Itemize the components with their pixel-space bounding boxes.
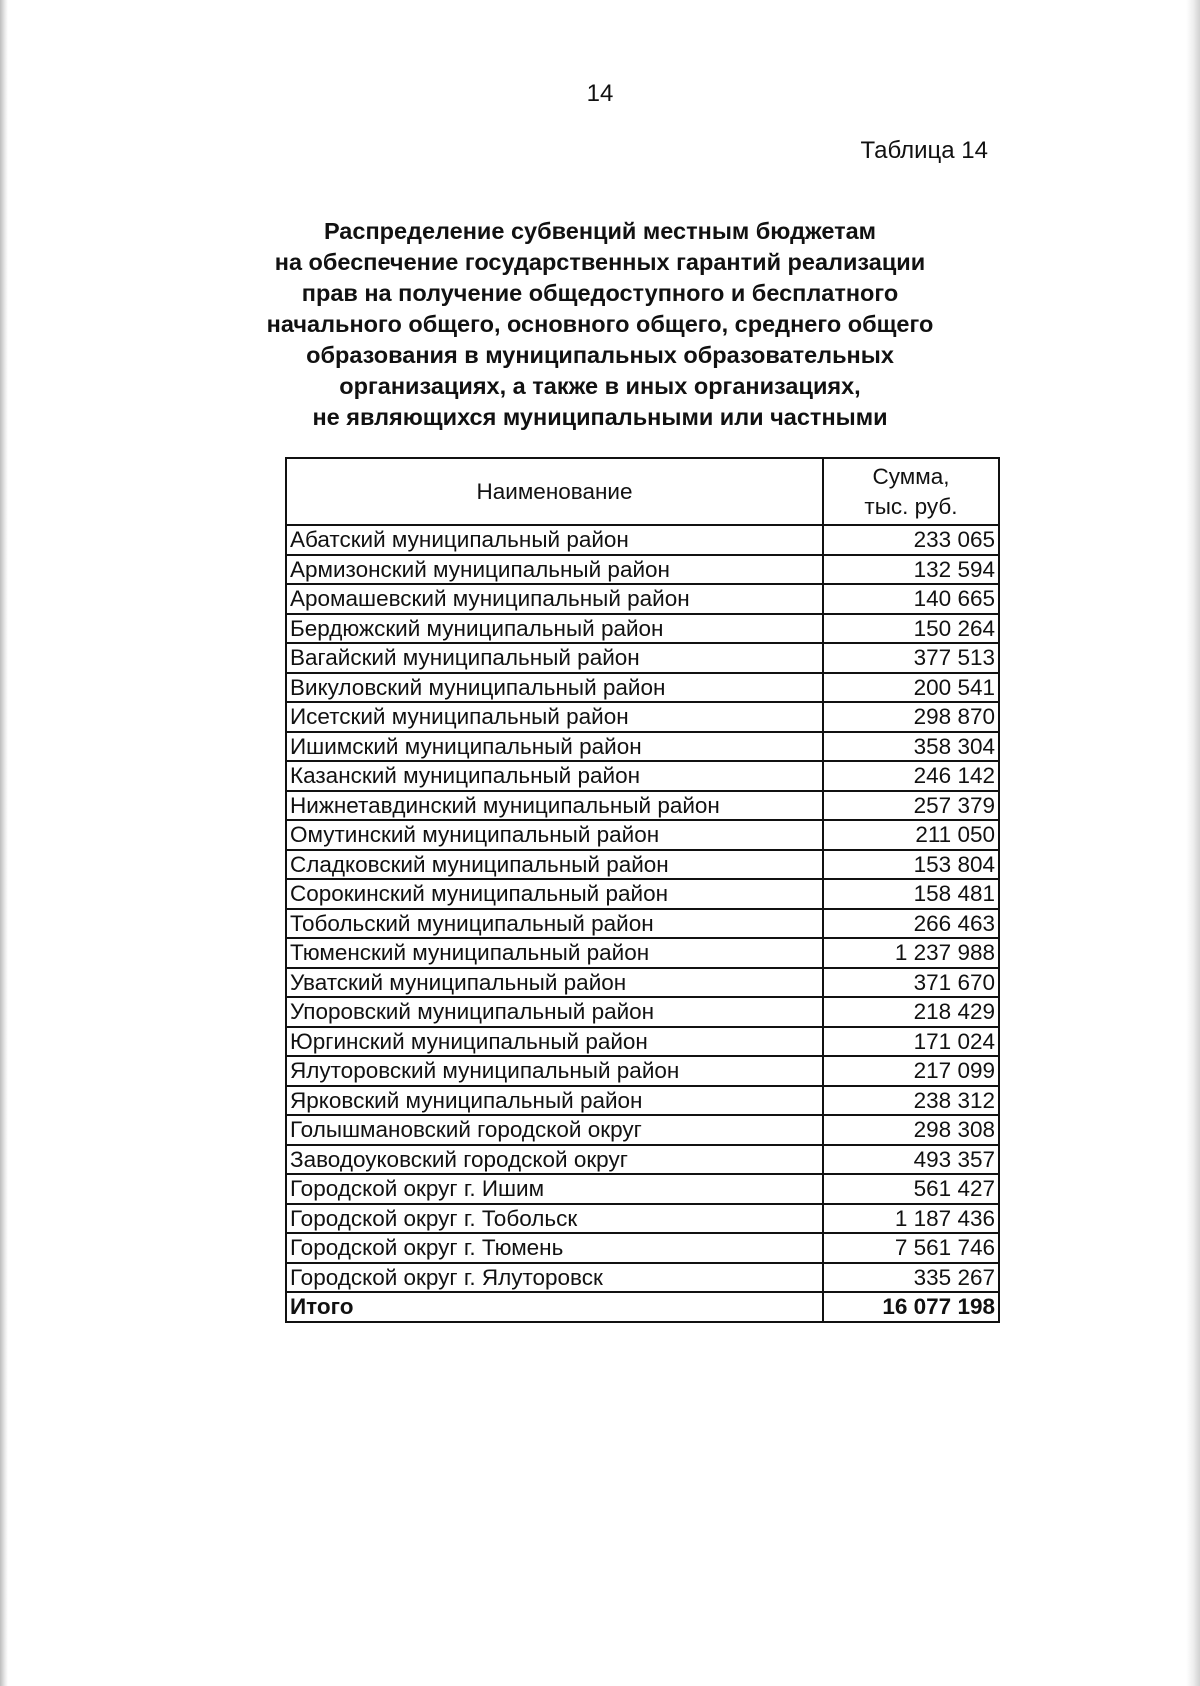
- table-row: [286, 1204, 999, 1234]
- row-sum: 217 099: [823, 1056, 999, 1086]
- row-sum: 218 429: [823, 997, 999, 1027]
- row-sum: 153 804: [823, 850, 999, 880]
- row-sum: 150 264: [823, 614, 999, 644]
- row-sum: 266 463: [823, 909, 999, 939]
- row-name: Аромашевский муниципальный район: [286, 584, 823, 614]
- table-row: [286, 1174, 999, 1204]
- row-sum: 200 541: [823, 673, 999, 703]
- table-row: [286, 702, 999, 732]
- title-line: на обеспечение государственных гарантий реализации: [274, 249, 926, 275]
- row-sum: 1 237 988: [823, 938, 999, 968]
- row-name: Голышмановский городской округ: [286, 1115, 823, 1145]
- row-name: Тобольский муниципальный район: [286, 909, 823, 939]
- row-sum: 246 142: [823, 761, 999, 791]
- row-sum: 257 379: [823, 791, 999, 821]
- row-name: Упоровский муниципальный район: [286, 997, 823, 1027]
- document-title: [0, 216, 1200, 433]
- subventions-table: [285, 457, 1000, 1323]
- row-name: Ярковский муниципальный район: [286, 1086, 823, 1116]
- table-row: [286, 584, 999, 614]
- table-row: [286, 673, 999, 703]
- row-name: Сорокинский муниципальный район: [286, 879, 823, 909]
- table-row: [286, 820, 999, 850]
- row-name: Городской округ г. Тобольск: [286, 1204, 823, 1234]
- table-label: Таблица 14: [860, 137, 988, 164]
- row-name: Городской округ г. Ялуторовск: [286, 1263, 823, 1293]
- table-row: [286, 909, 999, 939]
- row-sum: 171 024: [823, 1027, 999, 1057]
- title-line: образования в муниципальных образовательных: [306, 342, 894, 368]
- row-name: Бердюжский муниципальный район: [286, 614, 823, 644]
- table-row: [286, 968, 999, 998]
- row-name: Исетский муниципальный район: [286, 702, 823, 732]
- row-name: Городской округ г. Тюмень: [286, 1233, 823, 1263]
- title-line: не являющихся муниципальными или частными: [312, 404, 888, 430]
- row-sum: 211 050: [823, 820, 999, 850]
- row-sum: 132 594: [823, 555, 999, 585]
- table-row: [286, 1115, 999, 1145]
- row-name: Нижнетавдинский муниципальный район: [286, 791, 823, 821]
- row-name: Казанский муниципальный район: [286, 761, 823, 791]
- total-label: Итого: [286, 1292, 823, 1322]
- table-row: [286, 1086, 999, 1116]
- row-name: Ишимский муниципальный район: [286, 732, 823, 762]
- row-name: Юргинский муниципальный район: [286, 1027, 823, 1057]
- table-row: [286, 643, 999, 673]
- row-name: Омутинский муниципальный район: [286, 820, 823, 850]
- row-name: Абатский муниципальный район: [286, 525, 823, 555]
- table-row: [286, 761, 999, 791]
- table-row: [286, 614, 999, 644]
- row-sum: 358 304: [823, 732, 999, 762]
- row-sum: 233 065: [823, 525, 999, 555]
- table-row: [286, 997, 999, 1027]
- row-sum: 158 481: [823, 879, 999, 909]
- table-row: [286, 732, 999, 762]
- header-sum: [823, 458, 999, 525]
- row-name: Уватский муниципальный район: [286, 968, 823, 998]
- row-sum: 298 870: [823, 702, 999, 732]
- table-row: [286, 555, 999, 585]
- table-row: [286, 850, 999, 880]
- table-row: [286, 1233, 999, 1263]
- table-row: [286, 1027, 999, 1057]
- table-row: [286, 879, 999, 909]
- table-body: [286, 525, 999, 1322]
- table-row: [286, 1263, 999, 1293]
- row-name: Тюменский муниципальный район: [286, 938, 823, 968]
- row-name: Заводоуковский городской округ: [286, 1145, 823, 1175]
- header-sum-line1: Сумма,: [872, 463, 950, 489]
- row-sum: 1 187 436: [823, 1204, 999, 1234]
- row-sum: 561 427: [823, 1174, 999, 1204]
- table-row: [286, 1056, 999, 1086]
- header-sum-line2: тыс. руб.: [864, 493, 958, 519]
- table-row: [286, 525, 999, 555]
- table-header-row: [286, 458, 999, 525]
- title-line: Распределение субвенций местным бюджетам: [323, 218, 877, 244]
- title-line: начального общего, основного общего, среднего общего: [266, 311, 934, 337]
- title-line: организациях, а также в иных организациях,: [339, 373, 861, 399]
- table-row: [286, 938, 999, 968]
- row-sum: 238 312: [823, 1086, 999, 1116]
- row-sum: 335 267: [823, 1263, 999, 1293]
- table-row: [286, 1145, 999, 1175]
- row-sum: 7 561 746: [823, 1233, 999, 1263]
- table-row: [286, 791, 999, 821]
- row-sum: 140 665: [823, 584, 999, 614]
- row-name: Армизонский муниципальный район: [286, 555, 823, 585]
- row-name: Ялуторовский муниципальный район: [286, 1056, 823, 1086]
- table-total-row: [286, 1292, 999, 1322]
- row-sum: 377 513: [823, 643, 999, 673]
- row-sum: 298 308: [823, 1115, 999, 1145]
- page-number: 14: [586, 80, 614, 107]
- header-name: Наименование: [286, 458, 823, 525]
- title-line: прав на получение общедоступного и бесплатного: [301, 280, 899, 306]
- row-name: Сладковский муниципальный район: [286, 850, 823, 880]
- row-name: Викуловский муниципальный район: [286, 673, 823, 703]
- row-sum: 493 357: [823, 1145, 999, 1175]
- row-sum: 371 670: [823, 968, 999, 998]
- total-sum: 16 077 198: [823, 1292, 999, 1322]
- row-name: Городской округ г. Ишим: [286, 1174, 823, 1204]
- row-name: Вагайский муниципальный район: [286, 643, 823, 673]
